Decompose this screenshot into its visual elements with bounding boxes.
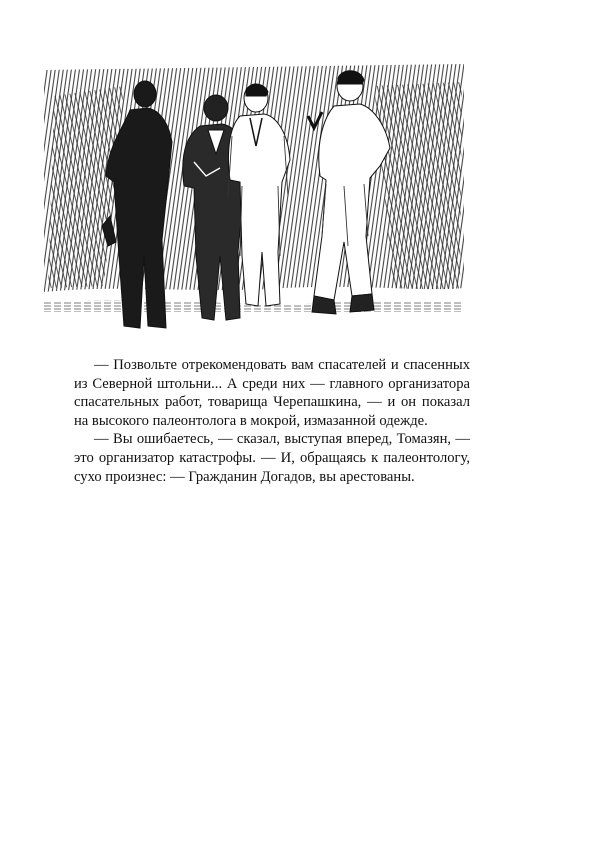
paragraph: — Вы ошибаетесь, — сказал, выступая вперед, Томазян, — это организатор катастрофы. — И, обращаясь к палеонтологу, сухо произнес: — Гражданин Догадов, вы арестованы.	[74, 431, 470, 485]
paragraph: — Позвольте отрекомендовать вам спасателей и спасенных из Северной штольни... А среди них — главного организатора спасательных работ, товарища Черепашкина, — и он показал на высокого палеонтолога в мокрой, измазанной одежде.	[74, 357, 470, 429]
body-text	[74, 356, 470, 486]
pen-ink-illustration	[44, 56, 464, 342]
illustration	[44, 56, 464, 342]
